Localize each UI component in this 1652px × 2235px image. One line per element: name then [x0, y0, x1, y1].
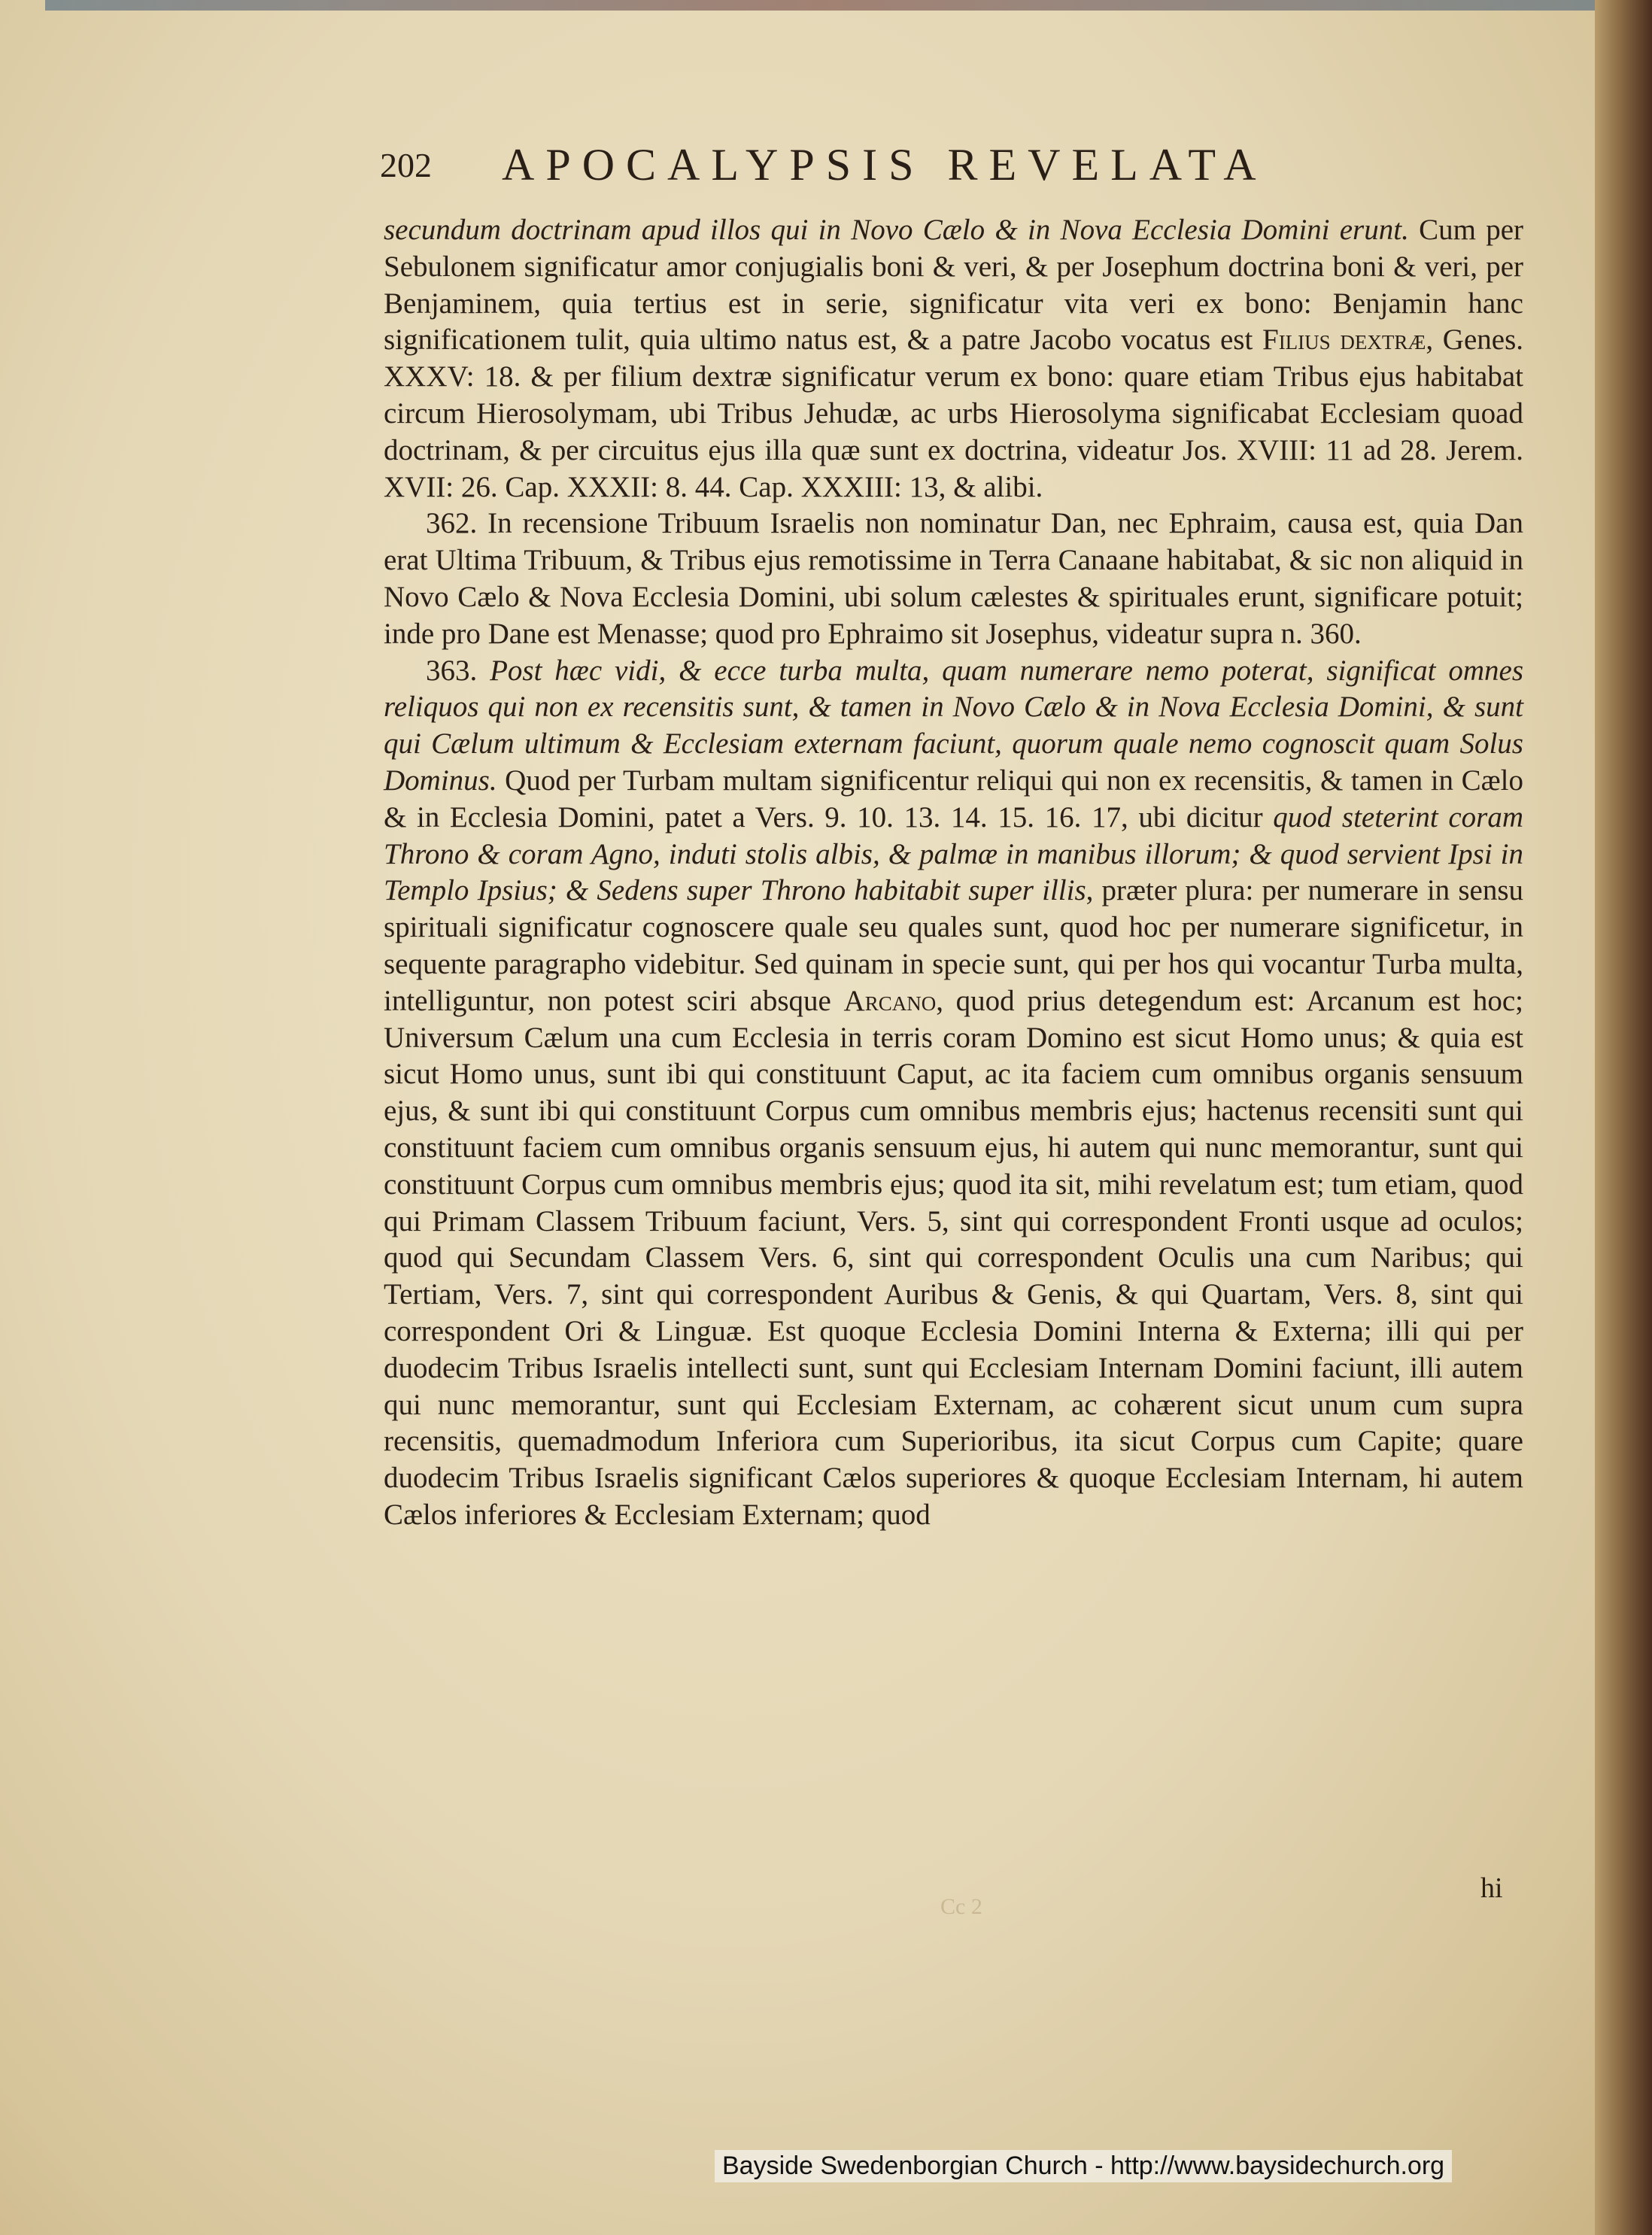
- text-run: 363.: [426, 654, 490, 687]
- italic-run: quod steterint coram Throno & coram Agno, induti stolis albis, & palmæ in manibus illorum; & quod servient Ipsi in Templo Ipsius; & Sedens super Throno habitabit super illis: [384, 800, 1524, 907]
- text-run: Cum per Sebulonem significatur amor conjugialis boni & veri, & per Josephum doctrina boni & veri, per Benjaminem, quia tertius est in serie, significatur vita veri ex bono: Benjamin hanc significationem tulit, quia ultimo natus est, & a patre Jacobo vocatus est: [384, 214, 1523, 357]
- page-edge: [1595, 0, 1652, 2235]
- text-run: Quod per Turbam multam significentur reliqui qui non ex recensitis, & tamen in Cælo & in Ecclesia Domini, patet a Vers. 9. 10. 13. 14. 15. 16. 17, ubi dicitur: [384, 764, 1523, 834]
- italic-run: Post hæc vidi, & ecce turba multa, quam numerare nemo poterat, significat omnes reliquos qui non ex recensitis sunt, & tamen in Novo Cælo & in Nova Ecclesia Domini, & sunt qui Cælum ultimum & Ecclesiam externam faciunt, quorum quale nemo cognoscit quam Solus Dominus.: [384, 654, 1523, 797]
- binding-edge: [45, 0, 1595, 11]
- paragraph-362: [384, 506, 1523, 652]
- text-run: , præter plura: per numerare in sensu spirituali significatur cognoscere quale seu quales sunt, quod hoc per numerare significetur, in sequente paragrapho videbitur. Sed quinam in specie sunt, qui per hos qui vocantur Turba multa, intelliguntur, non potest sciri absque: [384, 874, 1524, 1017]
- running-title: APOCALYPSIS REVELATA: [502, 140, 1268, 190]
- body-text: [384, 212, 1523, 1534]
- paragraph-363: [384, 653, 1523, 1534]
- text-run: , quod prius detegendum est: Arcanum est hoc; Universum Cælum una cum Ecclesia in terris coram Domino est sicut Homo unus; & quia est sicut Homo unus, sunt ibi qui constituunt Caput, ac ita faciem cum omnibus organis sensuum ejus, & sunt ibi qui constituunt Corpus cum omnibus membris ejus; hactenus recensiti sunt qui constituunt faciem cum omnibus organis sensuum ejus, hi autem qui nunc memorantur, sunt qui constituunt Corpus cum omnibus membris ejus; quod ita sit, mihi revelatum est; tum etiam, quod qui Primam Classem Tribuum faciunt, Vers. 5, sint qui correspondent Fronti usque ad oculos; quod qui Secundam Classem Vers. 6, sint qui correspondent Oculis una cum Naribus; qui Tertiam, Vers. 7, sint qui correspondent Auribus & Genis, & qui Quartam, Vers. 8, sint qui correspondent Ori & Linguæ. Est quoque Ecclesia Domini Interna & Externa; illi qui per duodecim Tribus Israelis intellecti sunt, sunt qui Ecclesiam Internam Domini faciunt, illi autem qui nunc memorantur, sunt qui Ecclesiam Externam, ac cohærent sicut unum cum supra recensitis, quemadmodum Inferiora cum Superioribus, ita sicut Corpus cum Capite; quare duodecim Tribus Israelis significant Cælos superiores & quoque Ecclesiam Internam, hi autem Cælos inferiores & Ecclesiam Externam; quod: [384, 984, 1523, 1531]
- signature-mark: Cc 2: [940, 1894, 982, 1919]
- catchword: hi: [1480, 1872, 1503, 1904]
- paragraph-continuation: [384, 212, 1523, 506]
- page-number: 202: [380, 146, 432, 184]
- italic-run: secundum doctrinam apud illos qui in Novo Cælo & in Nova Ecclesia Domini erunt.: [384, 214, 1409, 246]
- text-run: 362. In recensione Tribuum Israelis non nominatur Dan, nec Ephraim, causa est, quia Dan erat Ultima Tribuum, & Tribus ejus remotissime in Terra Canaane habitabat, & sic non aliquid in Novo Cælo & Nova Ecclesia Domini, ubi solum cælestes & spirituales erunt, significare potuit; inde pro Dane est Menasse; quod pro Ephraimo sit Josephus, videatur supra n. 360.: [384, 507, 1523, 650]
- small-caps-run: Arcano: [843, 984, 937, 1017]
- watermark-text: Bayside Swedenborgian Church - http://www.baysidechurch.org: [715, 2150, 1452, 2182]
- page-header: [380, 139, 1456, 199]
- text-run: , Genes. XXXV: 18. & per filium dextræ significatur verum ex bono: quare etiam Tribus ejus habitabat circum Hierosolymam, ubi Tribus Jehudæ, ac urbs Hierosolyma significabat Ecclesiam quoad doctrinam, & per circuitus ejus illa quæ sunt ex doctrina, videatur Jos. XVIII: 11 ad 28. Jerem. XVII: 26. Cap. XXXII: 8. 44. Cap. XXXIII: 13, & alibi.: [384, 323, 1523, 503]
- small-caps-run: Filius dextræ: [1262, 323, 1426, 357]
